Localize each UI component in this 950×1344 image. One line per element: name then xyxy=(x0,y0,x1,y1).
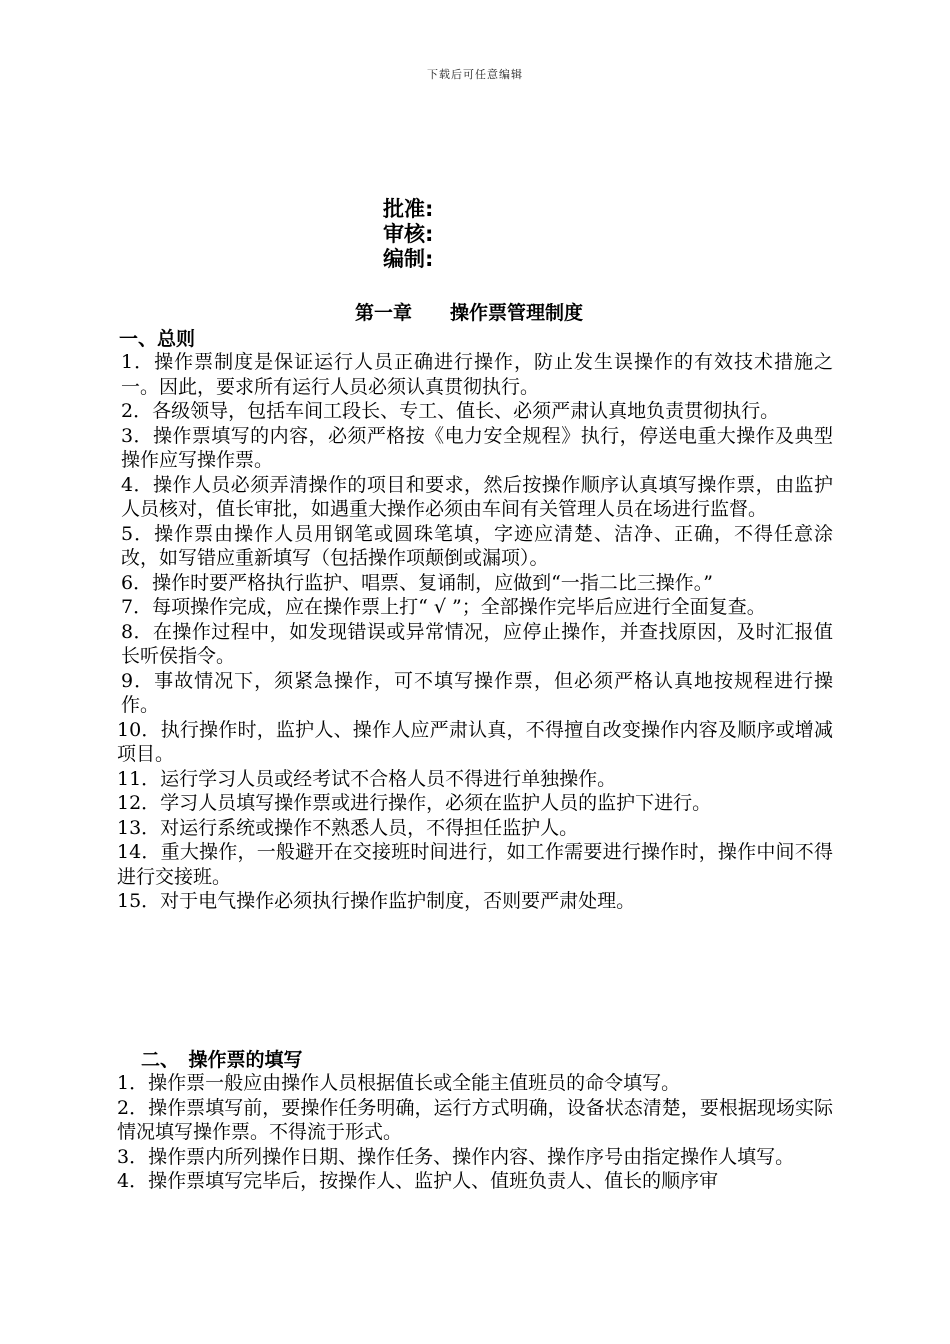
compile-label: 编制: xyxy=(383,247,434,271)
list-item: 11．运行学习人员或经考试不合格人员不得进行单独操作。 xyxy=(117,767,617,790)
list-item: 1．操作票一般应由操作人员根据值长或全能主值班员的命令填写。 xyxy=(117,1072,681,1094)
list-item: 13．对运行系统或操作不熟悉人员，不得担任监护人。 xyxy=(117,816,579,839)
review-label: 审核: xyxy=(383,222,434,246)
list-item: 6．操作时要严格执行监护、唱票、复诵制，应做到“一指二比三操作。” xyxy=(121,571,714,594)
section-body xyxy=(117,350,833,914)
section-body xyxy=(117,1071,833,1194)
section-heading: 一、总则 xyxy=(119,328,196,350)
list-item: 3．操作票填写的内容，必须严格按《电力安全规程》执行，停送电重大操作及典型操作应写操作票。 xyxy=(121,424,833,471)
list-item: 5．操作票由操作人员用钢笔或圆珠笔填，字迹应清楚、洁净、正确，不得任意涂改，如写错应重新填写（包括操作项颠倒或漏项）。 xyxy=(121,522,833,569)
list-item: 14．重大操作，一般避开在交接班时间进行，如工作需要进行操作时，操作中间不得进行交接班。 xyxy=(117,841,833,888)
list-item: 4．操作票填写完毕后，按操作人、监护人、值班负责人、值长的顺序审 xyxy=(117,1170,719,1192)
list-item: 10．执行操作时，监护人、操作人应严肃认真，不得擅自改变操作内容及顺序或增减项目。 xyxy=(117,718,833,765)
list-item: 4．操作人员必须弄清操作的项目和要求，然后按操作顺序认真填写操作票，由监护人员核对，值长审批，如遇重大操作必须由车间有关管理人员在场进行监督。 xyxy=(121,473,833,520)
list-item: 8．在操作过程中，如发现错误或异常情况，应停止操作，并查找原因，及时汇报值长听侯指令。 xyxy=(121,620,833,667)
list-item: 7．每项操作完成，应在操作票上打“ √ ”；全部操作完毕后应进行全面复查。 xyxy=(121,596,766,618)
header-note: 下载后可任意编辑 xyxy=(427,68,523,81)
list-item: 2．各级领导，包括车间工段长、专工、值长、必须严肃认真地负责贯彻执行。 xyxy=(121,400,780,422)
signoff-block xyxy=(383,197,433,272)
approve-label: 批准: xyxy=(383,197,434,221)
list-item: 9．事故情况下，须紧急操作，可不填写操作票，但必须严格认真地按规程进行操作。 xyxy=(121,669,833,716)
list-item: 2．操作票填写前，要操作任务明确，运行方式明确，设备状态清楚，要根据现场实际情况填写操作票。不得流于形式。 xyxy=(117,1096,833,1143)
list-item: 1．操作票制度是保证运行人员正确进行操作，防止发生误操作的有效技术措施之一。因此，要求所有运行人员必须认真贯彻执行。 xyxy=(121,351,833,398)
chapter-title: 第一章 操作票管理制度 xyxy=(355,302,584,324)
list-item: 12．学习人员填写操作票或进行操作，必须在监护人员的监护下进行。 xyxy=(117,792,712,814)
list-item: 15．对于电气操作必须执行操作监护制度，否则要严肃处理。 xyxy=(117,890,636,912)
list-item: 3．操作票内所列操作日期、操作任务、操作内容、操作序号由指定操作人填写。 xyxy=(117,1145,795,1168)
section-heading: 二、 操作票的填写 xyxy=(141,1049,303,1071)
